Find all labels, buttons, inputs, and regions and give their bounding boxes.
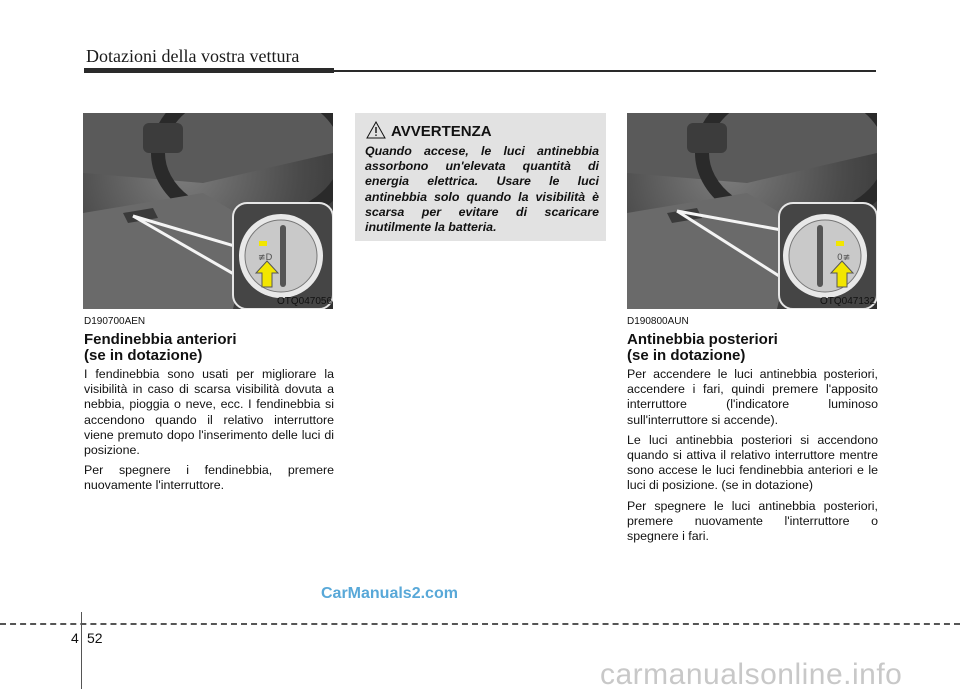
warning-text: Quando accese, le luci antinebbia assorbono un'elevata quantità di energia elettrica. Usare le luci antinebbia solo quando la visibilità è scarsa per evitare di scaricare inutilmente la batteria. [365, 144, 599, 235]
warning-title: AVVERTENZA [391, 123, 492, 140]
left-paragraph: Per spegnere i fendinebbia, premere nuovamente l'interruttore. [84, 463, 334, 493]
right-paragraph: Per spegnere le luci antinebbia posteriori, premere nuovamente l'interruttore o spegnere i fari. [627, 498, 878, 544]
left-section-code: D190700AEN [84, 316, 146, 327]
footer-dashed-rule [0, 623, 960, 625]
header-rule-thin [334, 70, 876, 72]
right-section-title-line2: (se in dotazione) [627, 347, 746, 364]
header-rule-thick [84, 68, 334, 73]
page-number: 52 [87, 630, 103, 646]
svg-text:≢D: ≢D [258, 253, 273, 263]
watermark-carmanuals2[interactable]: CarManuals2.com [321, 585, 458, 602]
left-section-title-line2: (se in dotazione) [84, 347, 203, 364]
right-section-title-line1: Antinebbia posteriori [627, 331, 778, 348]
warning-box [355, 113, 606, 241]
dashboard-illustration [627, 113, 877, 309]
warning-triangle-icon [366, 121, 386, 139]
right-section-code: D190800AUN [627, 316, 689, 327]
page-header-title: Dotazioni della vostra vettura [86, 46, 300, 66]
svg-text:0≢: 0≢ [837, 253, 851, 263]
left-body-text [84, 367, 334, 499]
right-paragraph: Per accendere le luci antinebbia posteriori, accendere i fari, quindi premere l'apposito interruttore (l'indicatore luminoso sull'interruttore si accende). [627, 367, 878, 427]
dashboard-illustration [83, 113, 333, 309]
left-section-title-line1: Fendinebbia anteriori [84, 331, 237, 348]
rear-fog-switch-photo [627, 113, 877, 309]
watermark-carmanualsonline: carmanualsonline.info [600, 658, 903, 691]
front-fog-switch-photo [83, 113, 333, 309]
right-body-text [627, 367, 878, 549]
footer-vertical-rule [81, 612, 82, 689]
left-image-code: OTQ047056 [277, 296, 333, 307]
left-paragraph: I fendinebbia sono usati per migliorare la visibilità in caso di scarsa visibilità dovuta a nebbia, pioggia o neve, ecc. I fendinebbia si accendono quando il relativo interruttore viene premuto dopo l'inserimento delle luci di posizione. [84, 367, 334, 458]
right-paragraph: Le luci antinebbia posteriori si accendono quando si attiva il relativo interruttore mentre sono accese le luci fendinebbia anteriori e le luci di posizione. (se in dotazione) [627, 432, 878, 493]
chapter-number: 4 [71, 630, 79, 646]
right-image-code: OTQ047132 [820, 296, 876, 307]
